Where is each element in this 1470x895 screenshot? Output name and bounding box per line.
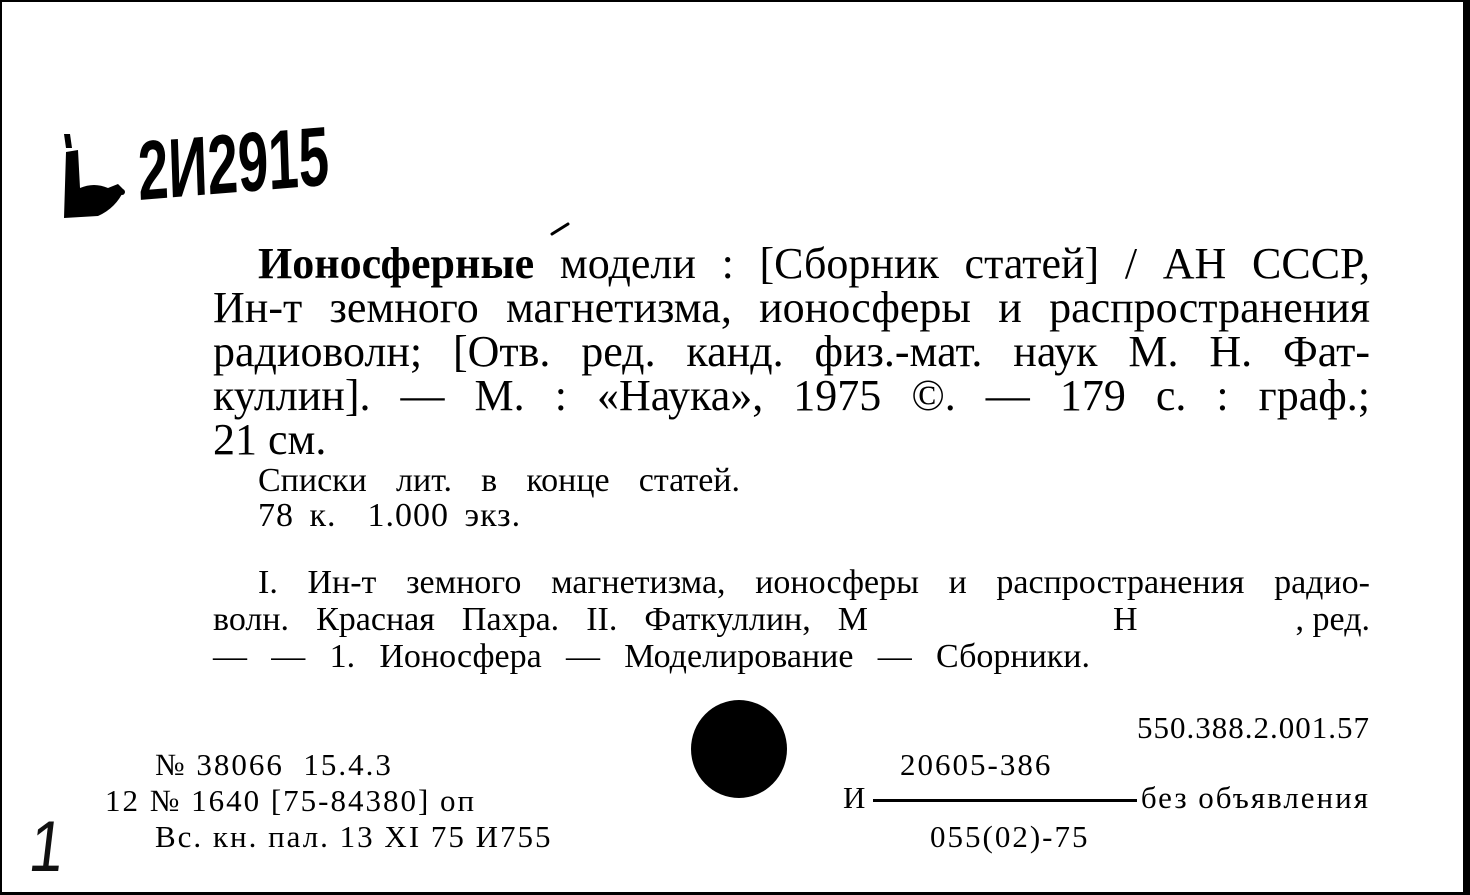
index-letter: И (843, 780, 868, 815)
tracing-initial: Н (1113, 601, 1138, 638)
index-denominator: 055(02)-75 (930, 819, 1090, 854)
handwritten-corner-mark: 1 (25, 807, 69, 887)
tracing-line-1: I. Ин-т земного магнетизма, ионосферы и распространения радио- (258, 564, 1370, 601)
udc-number: 550.388.2.001.57 (1137, 710, 1370, 745)
description-line-5: 21 см. (213, 415, 327, 464)
handwritten-call-number: 2И2915 (136, 108, 331, 218)
bibliography-note: Списки лит. в конце статей. (258, 462, 740, 499)
handwritten-accent-mark (550, 222, 570, 236)
order-number: № 38066 15.4.3 (155, 747, 393, 782)
tracing-role: , ред. (1295, 601, 1370, 638)
print-order: № 1640 [75-84380] оп (149, 783, 477, 818)
description-line-3: радиоволн; [Отв. ред. канд. физ.-мат. наук М. Н. Фат- (213, 327, 1370, 376)
index-note: без объявления (1140, 780, 1370, 815)
ink-blot-mark (60, 130, 132, 222)
tracing-line-2: волн. Красная Пахра. II. Фаткуллин, М (213, 601, 868, 638)
title-continuation: модели : [Сборник статей] / АН СССР, (559, 239, 1371, 288)
description-line-4: куллин]. — М. : «Наука», 1975 ©. — 179 с. : граф.; (213, 371, 1370, 420)
description-line-1 (213, 239, 1371, 288)
punch-hole (691, 700, 787, 798)
title-heading: Ионосферные (258, 239, 535, 288)
index-divider (873, 799, 1136, 802)
print-order-row (105, 783, 476, 819)
notes-block (258, 463, 740, 533)
price-and-print-run: 78 к. 1.000 экз. (258, 497, 522, 534)
print-copies: 12 (105, 783, 140, 818)
bibliographic-description (213, 239, 1371, 464)
index-row (843, 780, 1370, 816)
index-numerator: 20605-386 (900, 747, 1053, 782)
description-line-2: Ин-т земного магнетизма, ионосферы и распространения (213, 283, 1370, 332)
tracing-subjects: — — 1. Ионосфера — Моделирование — Сборники. (213, 638, 1090, 675)
book-chamber-record: Вс. кн. пал. 13 XI 75 И755 (155, 819, 553, 854)
